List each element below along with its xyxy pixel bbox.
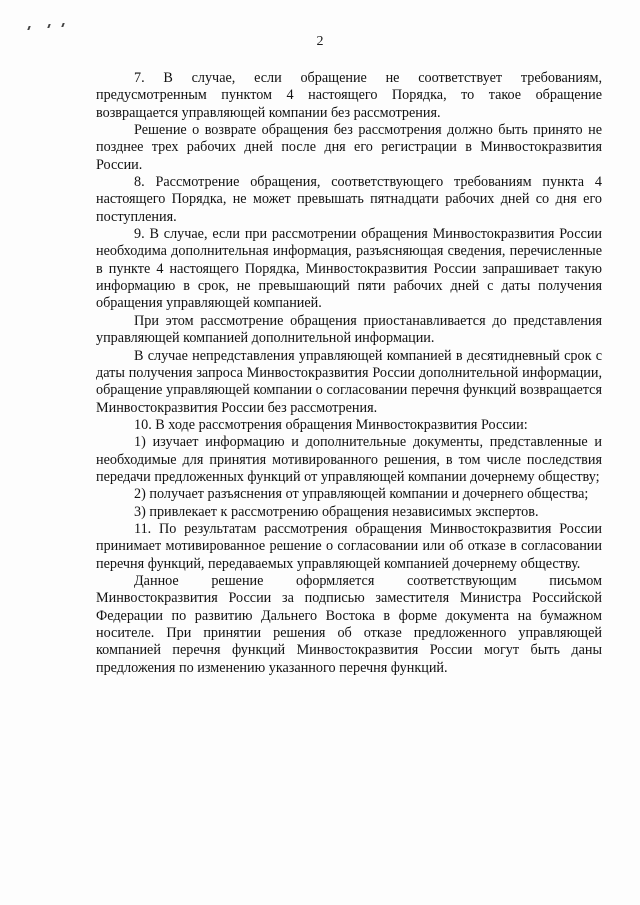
paragraph-7-return-decision: Решение о возврате обращения без рассмотрения должно быть принято не позднее трех рабочих дней после дня его регистрации в Минвостокразвития России. <box>96 122 602 173</box>
paragraph-10-item-3: 3) привлекает к рассмотрению обращения независимых экспертов. <box>134 503 539 520</box>
paragraph-9-suspension: При этом рассмотрение обращения приостанавливается до представления управляющей компанией дополнительной информации. <box>96 312 602 347</box>
paragraph-10-item-2: 2) получает разъяснения от управляющей компании и дочернего общества; <box>134 486 589 503</box>
document-body <box>96 70 602 677</box>
paragraph-8: 8. Рассмотрение обращения, соответствующего требованиям пункта 4 настоящего Порядка, не может превышать пятнадцати рабочих дней со дня его поступления. <box>96 174 602 225</box>
paragraph-7: 7. В случае, если обращение не соответствует требованиям, предусмотренным пунктом 4 настоящего Порядка, то такое обращение возвращается управляющей компании без рассмотрения. <box>96 70 602 121</box>
paragraph-11: 11. По результатам рассмотрения обращения Минвостокразвития России принимает мотивированное решение о согласовании или об отказе в согласовании перечня функций, передаваемых управляющей компанией дочернему обществу. <box>96 520 602 572</box>
scan-artifact <box>28 23 68 31</box>
paragraph-10: 10. В ходе рассмотрения обращения Минвостокразвития России: <box>134 416 528 433</box>
paragraph-10-item-1: 1) изучает информацию и дополнительные документы, представленные и необходимые для принятия мотивированного решения, в том числе последствия передачи предложенных функций от управляющей компании дочернему обществу; <box>96 434 602 485</box>
paragraph-9: 9. В случае, если при рассмотрении обращения Минвостокразвития России необходима дополнительная информация, разъясняющая сведения, перечисленные в пункте 4 настоящего Порядка, Минвостокразвития России запрашивает такую информацию в срок, не превышающий пяти рабочих дней с даты получения обращения управляющей компанией. <box>96 226 602 312</box>
paragraph-11-decision-form: Данное решение оформляется соответствующим письмом Минвостокразвития России за подписью заместителя Министра Российской Федерации по развитию Дальнего Востока в форме документа на бумажном носителе. При принятии решения об отказе предложенного управляющей компанией перечня функций Минвостокразвития России могут быть даны предложения по изменению указанного перечня функций. <box>96 572 602 676</box>
page-number: 2 <box>316 34 324 49</box>
paragraph-9-non-submission: В случае непредставления управляющей компанией в десятидневный срок с даты получения запроса Минвостокразвития России дополнительной информации, обращение управляющей компании о согласовании перечня функций возвращается Минвостокразвития России без рассмотрения. <box>96 347 602 416</box>
